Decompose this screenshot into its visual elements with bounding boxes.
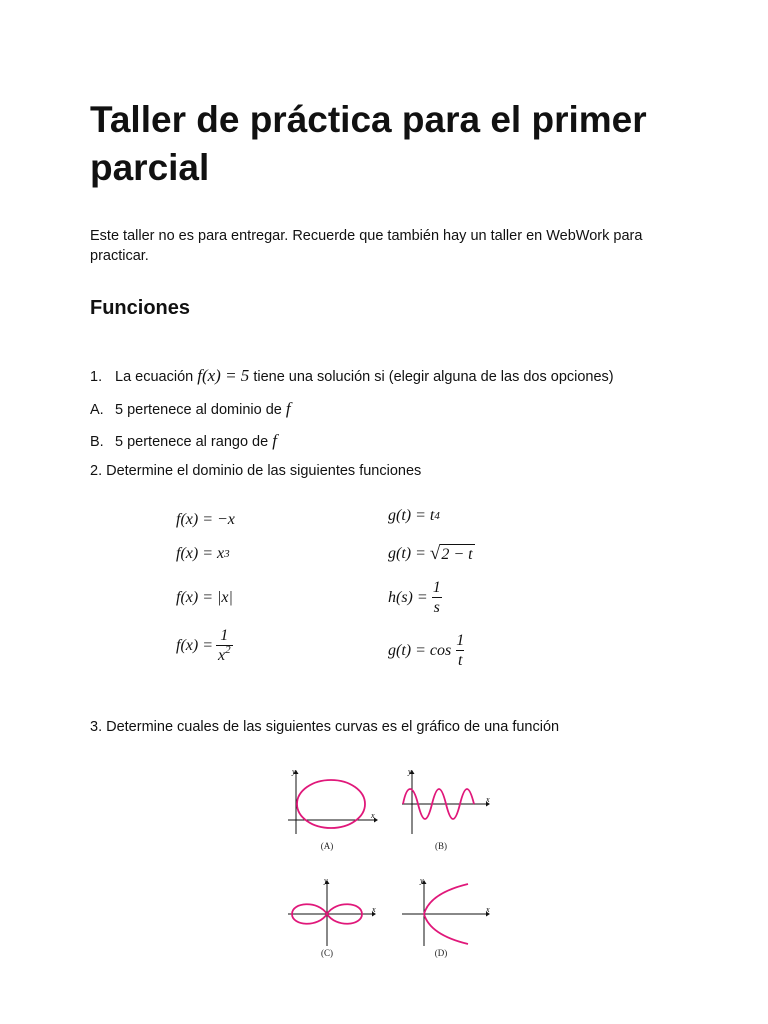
question-1-after: tiene una solución si (elegir alguna de las dos opciones) <box>253 369 614 385</box>
question-1-equation: f(x) = 5 <box>197 366 250 385</box>
x-axis-label: x <box>371 811 375 820</box>
page-title: Taller de práctica para el primer parcial <box>90 99 647 188</box>
function-f-abs-x: f(x) = |x| <box>176 589 233 606</box>
question-3: 3. Determine cuales de las siguientes curvas es el gráfico de una función <box>90 719 560 735</box>
x-axis-label: x <box>486 905 490 914</box>
intro-paragraph: Este taller no es para entregar. Recuerde que también hay un taller en WebWork para practicar. <box>90 228 643 264</box>
option-a <box>90 399 291 420</box>
option-b-symbol: f <box>272 431 277 450</box>
option-b <box>90 431 277 452</box>
graph-c-figure-eight <box>284 874 380 948</box>
graph-b-sine-wave <box>398 764 494 838</box>
question-1-before: La ecuación <box>115 369 194 385</box>
option-a-symbol: f <box>285 399 291 418</box>
function-g-cos: g(t) = cos $\frac{1}{t}$ <box>388 632 465 669</box>
curve <box>297 780 365 828</box>
function-g-sqrt: g(t) = √ 2 − t <box>388 543 473 564</box>
option-b-letter: B. <box>90 434 104 450</box>
caption-d: (D) <box>434 948 448 958</box>
function-h-one-over-s: h(s) = $\frac{1}{s}$ <box>388 579 441 616</box>
x-axis-arrow <box>374 818 378 823</box>
function-g-t-fourth: g(t) = t 4 <box>388 507 440 524</box>
caption-b: (B) <box>435 841 447 851</box>
graph-d-sideways-parabola <box>398 874 494 948</box>
option-b-text: 5 pertenece al rango de <box>115 434 269 450</box>
question-1 <box>90 366 614 387</box>
x-axis-label: x <box>486 795 490 804</box>
y-axis-label: y <box>420 876 424 885</box>
question-2: 2. Determine el dominio de las siguientes funciones <box>90 463 422 479</box>
caption-c: (C) <box>321 948 333 958</box>
y-axis-label: y <box>408 767 412 776</box>
section-heading: Funciones <box>90 297 191 319</box>
x-axis-label: x <box>372 905 376 914</box>
question-1-number: 1. <box>90 369 103 385</box>
function-f-x-cubed: f(x) = x 3 <box>176 545 230 562</box>
graph-a-ellipse <box>284 764 380 838</box>
option-a-text: 5 pertenece al dominio de <box>115 402 282 418</box>
function-f-one-over-x-squared: f(x) = $\frac{1}{x^2}$ <box>176 627 231 664</box>
function-f-neg-x: f(x) = −x <box>176 511 235 528</box>
option-a-letter: A. <box>90 402 104 418</box>
y-axis-label: y <box>324 876 328 885</box>
caption-a: (A) <box>320 841 334 851</box>
y-axis-label: y <box>292 767 296 776</box>
